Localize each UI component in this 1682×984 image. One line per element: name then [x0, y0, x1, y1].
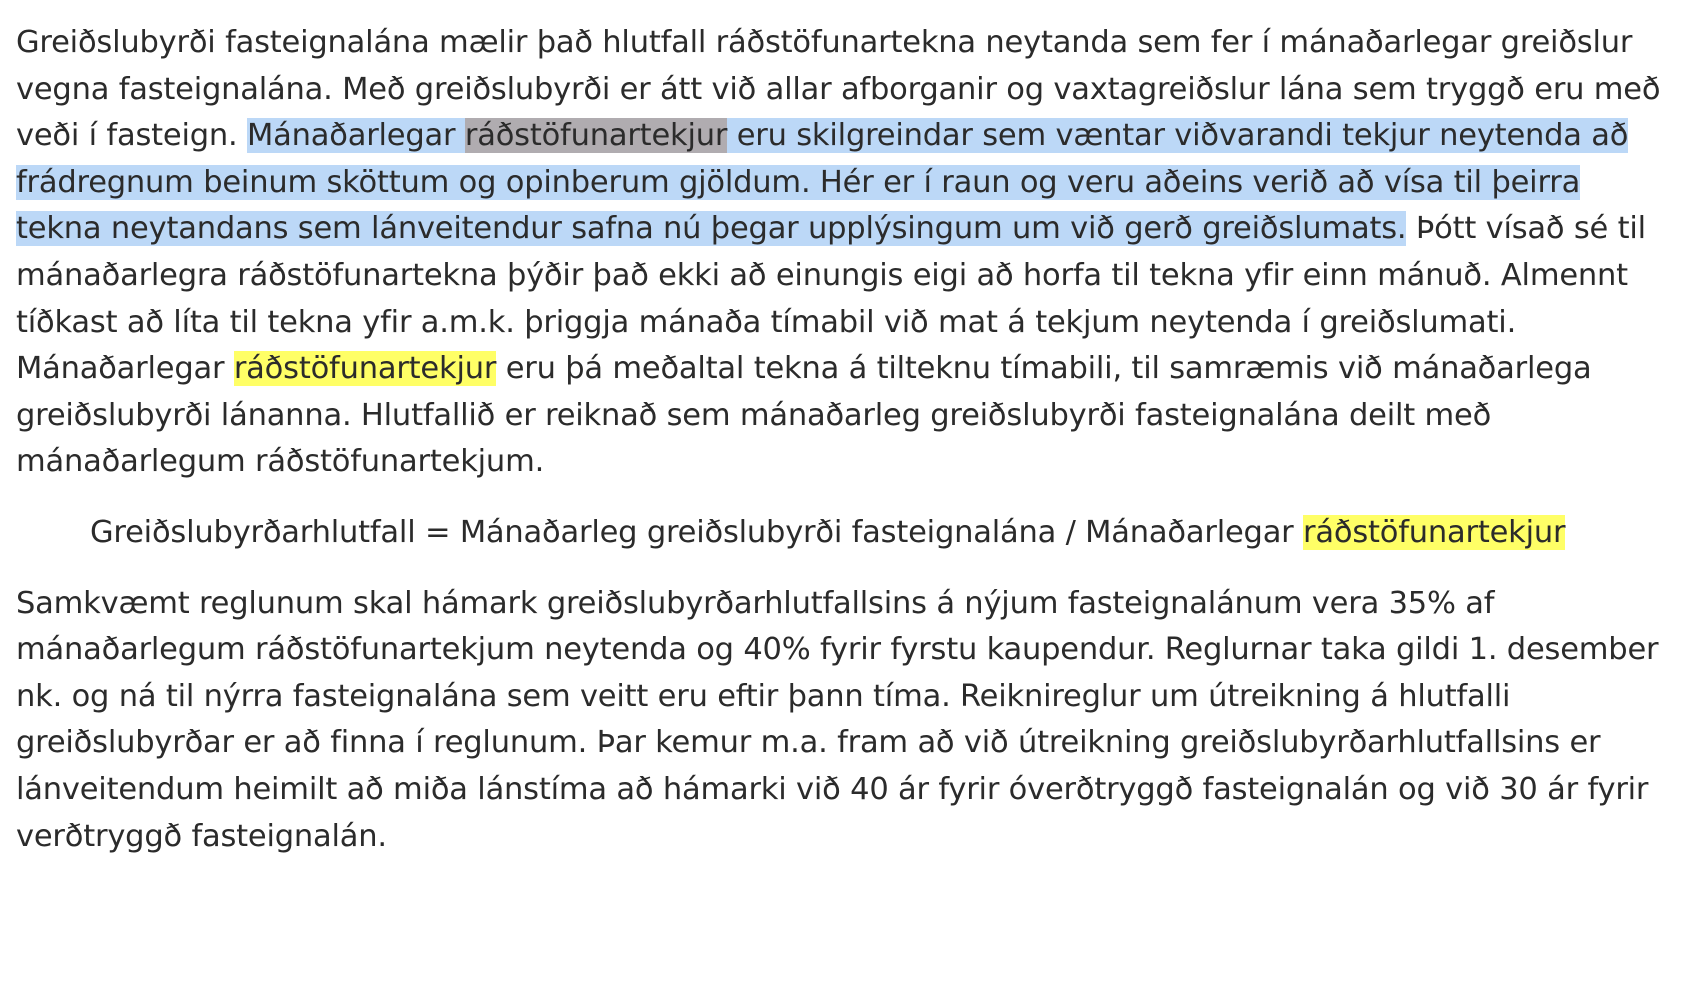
paragraph-text: Samkvæmt reglunum skal hámark greiðslubyrðarhlutfallsins á nýjum fasteignalánum vera 35% af mánaðarlegum ráðstöfunartekjum neytenda og 40% fyrir fyrstu kaupendur. Reglurnar taka gildi 1. desember nk. og ná til nýrra fasteignalána sem veitt eru eftir þann tíma. Reiknireglur um útreikning á hlutfalli greiðslubyrðar er að finna í reglunum. Þar kemur m.a. fram að við útreikning greiðslubyrðarhlutfallsins er lánveitendum heimilt að miða lánstíma að hámarki við 40 ár fyrir óverðtryggð fasteignalán og við 30 ár fyrir verðtryggð fasteignalán.: [16, 585, 1659, 854]
selected-text: Mánaðarlegar: [247, 118, 465, 154]
paragraph-greidslubyrdi-definition: [16, 20, 1666, 486]
document-body: [16, 20, 1666, 860]
paragraph-text: Þótt vísað sé til mánaðarlegra ráðstöfunartekna þýðir það ekki að einungis eigi að horfa til tekna yfir einn mánuð. Almennt tíðkast að líta til tekna yfir a.m.k. þriggja mánaða tímabil við mat á tekjum neytenda í greiðslumati. Mánaðarlegar: [16, 211, 1646, 387]
search-highlight[interactable]: ráðstöfunartekjur: [233, 351, 497, 387]
paragraph-text: Greiðslubyrði fasteignalána mælir það hlutfall ráðstöfunartekna neytanda sem fer í mánaðarlegar greiðslur vegna fasteignalána. Með greiðslubyrði er átt við allar afborganir og vaxtagreiðslur lána sem tryggð eru með veði í fasteign.: [16, 25, 1661, 154]
text-selection[interactable]: [16, 118, 1628, 246]
paragraph-text: eru þá meðaltal tekna á tilteknu tímabili, til samræmis við mánaðarlega greiðslubyrði lánanna. Hlutfallið er reiknað sem mánaðarleg greiðslubyrði fasteignalána deilt með mánaðarlegum ráðstöfunartekjum.: [16, 351, 1592, 480]
search-highlight-current[interactable]: ráðstöfunartekjur: [464, 118, 728, 154]
formula-text: Greiðslubyrðarhlutfall = Mánaðarleg greiðslubyrði fasteignalána / Mánaðarlegar: [90, 514, 1304, 550]
paragraph-rules: [16, 581, 1666, 861]
search-highlight[interactable]: ráðstöfunartekjur: [1303, 514, 1566, 550]
selected-text: eru skilgreindar sem væntar viðvarandi tekjur neytenda að frádregnum beinum sköttum og opinberum gjöldum. Hér er í raun og veru aðeins verið að vísa til þeirra tekna neytandans sem lánveitendur safna nú þegar upplýsingum um við gerð greiðslumats.: [16, 118, 1629, 247]
formula-block: [90, 510, 1666, 557]
